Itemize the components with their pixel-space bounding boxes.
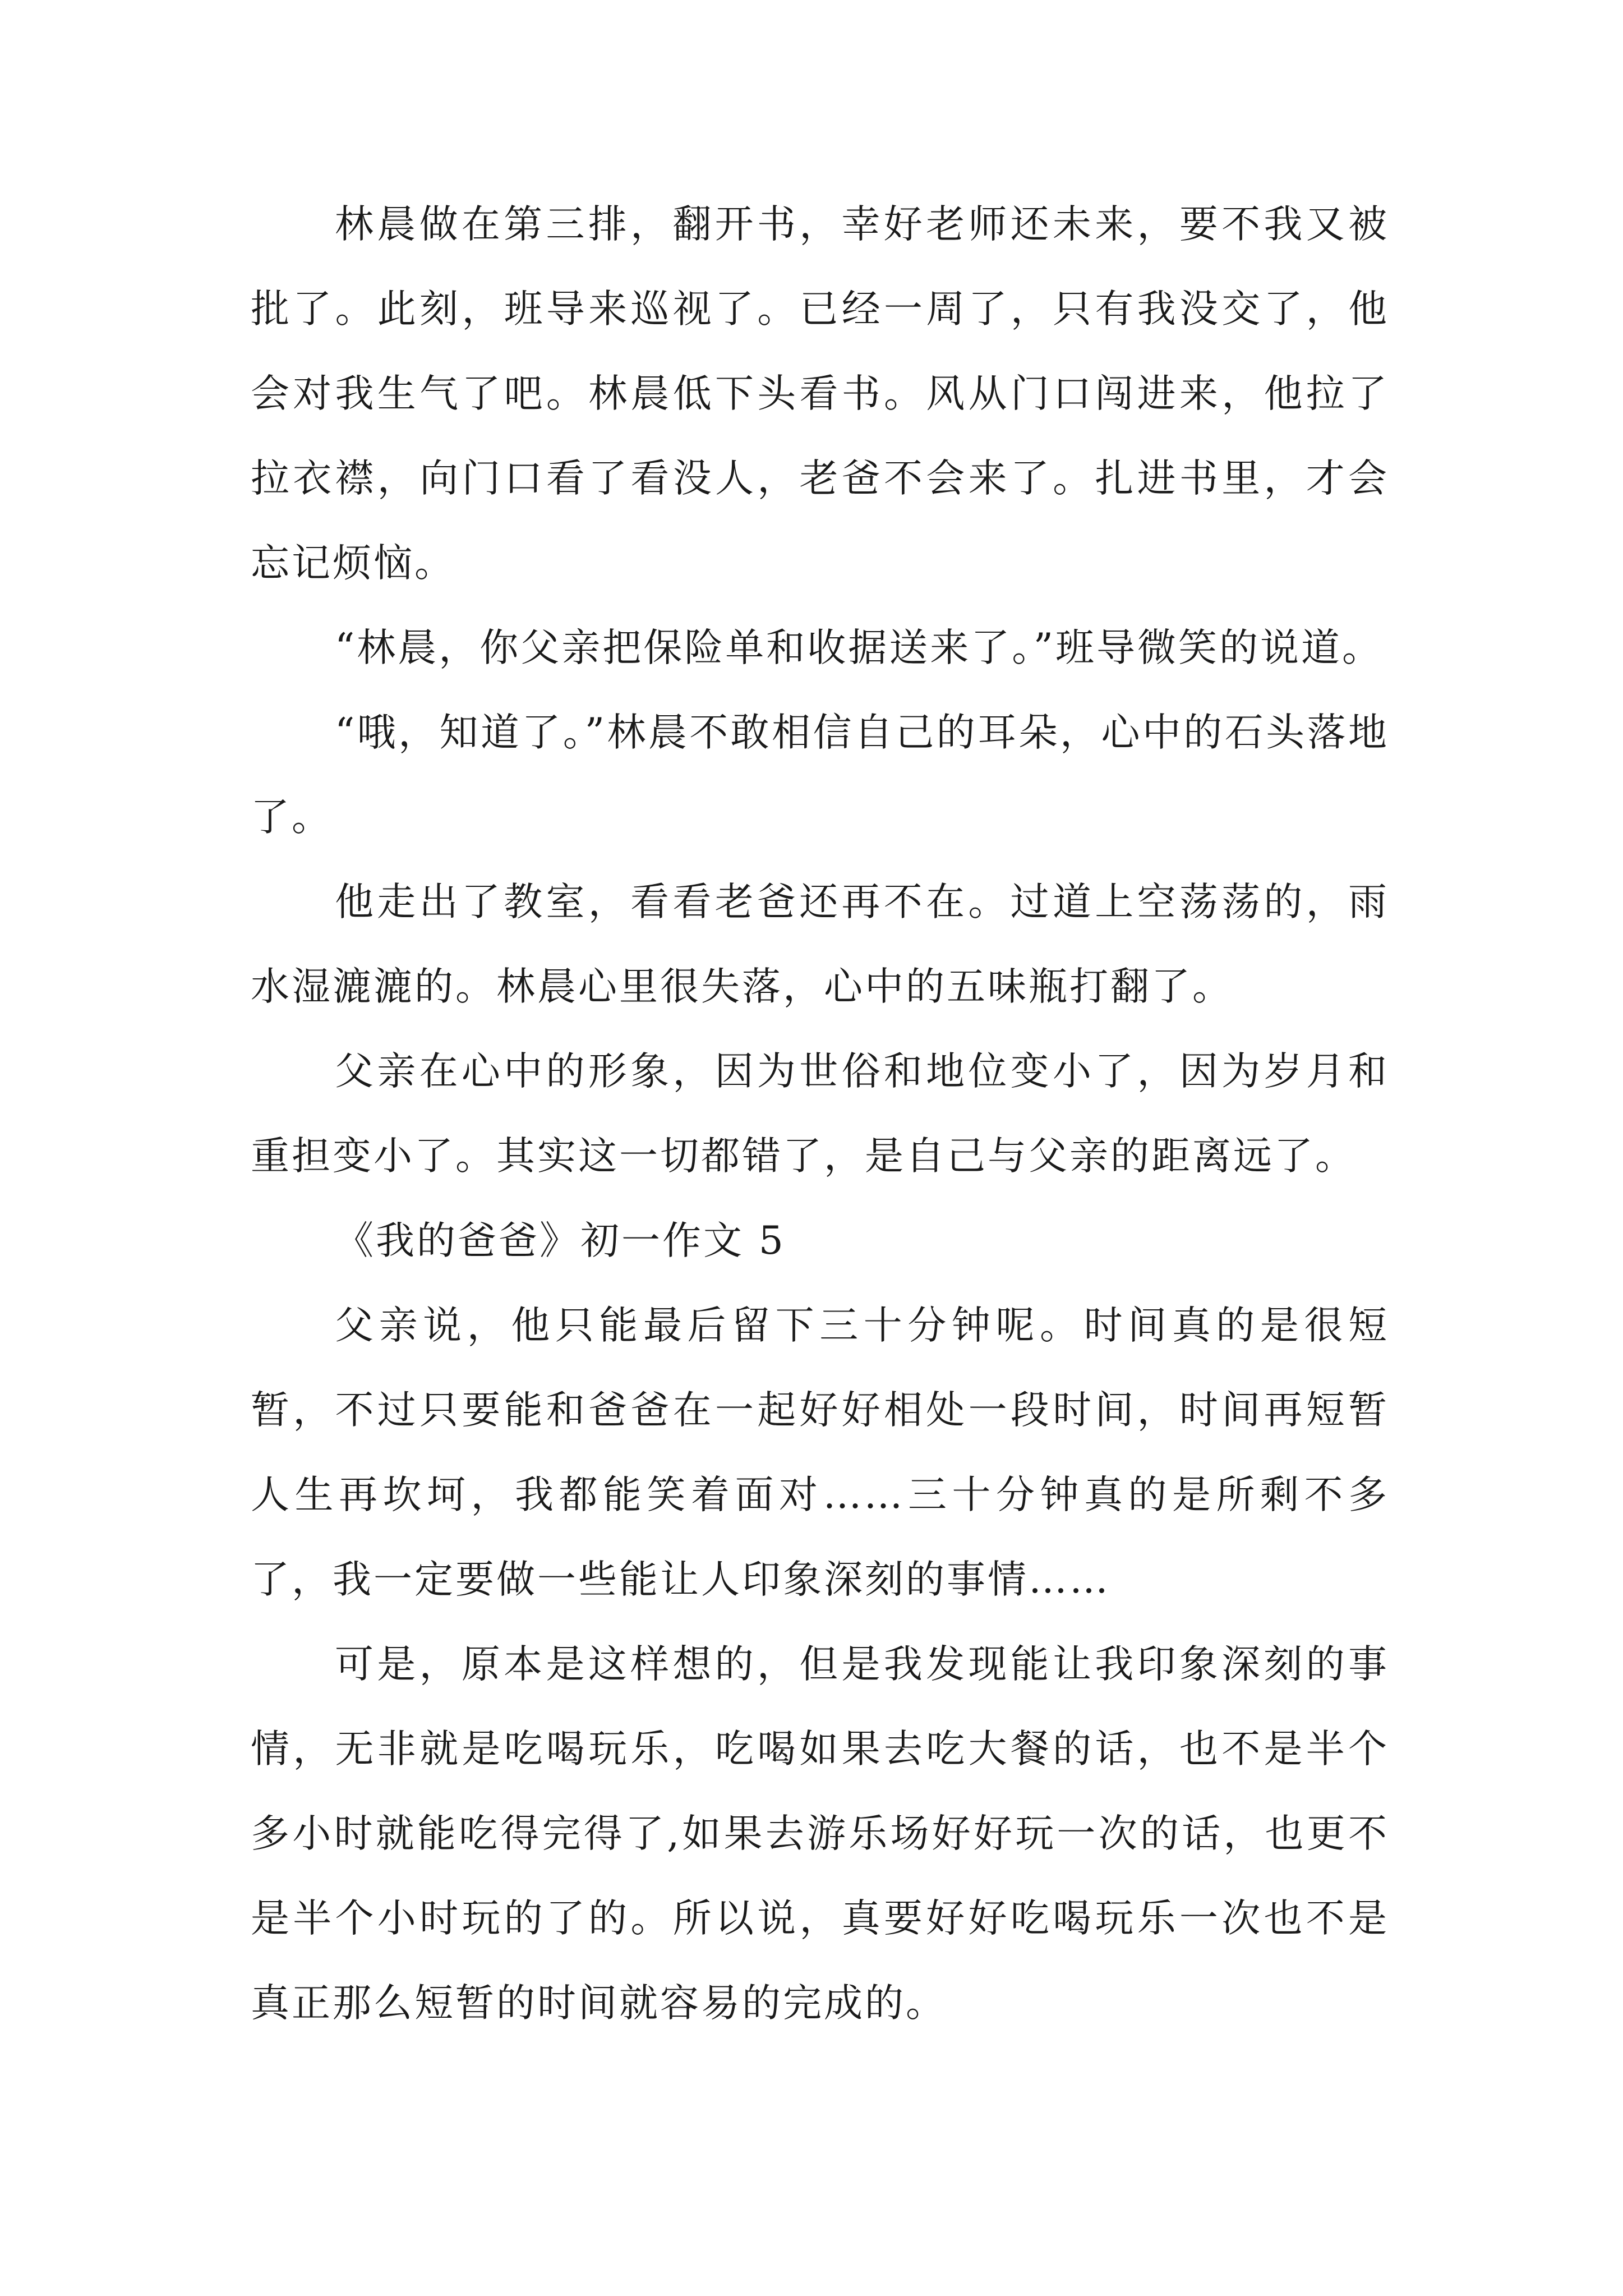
paragraph: 他走出了教室，看看老爸还再不在。过道上空荡荡的，雨水湿漉漉的。林晨心里很失落，心中的五味瓶打翻了。	[251, 880, 1389, 1009]
paragraph: “哦，知道了。”林晨不敢相信自己的耳朵，心中的石头落地了。	[251, 710, 1389, 840]
paragraph: 可是，原本是这样想的，但是我发现能让我印象深刻的事情，无非就是吃喝玩乐，吃喝如果去吃大餐的话，也不是半个多小时就能吃得完得了,如果去游乐场好好玩一次的话，也更不是半个小时玩的了的。所以说，真要好好吃喝玩乐一次也不是真正那么短暂的时间就容易的完成的。	[251, 1642, 1389, 2026]
paragraph: 父亲说，他只能最后留下三十分钟呢。时间真的是很短暂，不过只要能和爸爸在一起好好相处一段时间，时间再短暂人生再坎坷，我都能笑着面对……三十分钟真的是所剩不多了，我一定要做一些能让人印象深刻的事情……	[251, 1303, 1389, 1602]
paragraph: “林晨，你父亲把保险单和收据送来了。”班导微笑的说道。	[335, 625, 1384, 670]
paragraph: 父亲在心中的形象，因为世俗和地位变小了，因为岁月和重担变小了。其实这一切都错了，是自己与父亲的距离远了。	[251, 1049, 1389, 1179]
paragraph: 林晨做在第三排，翻开书，幸好老师还未来，要不我又被批了。此刻，班导来巡视了。已经一周了，只有我没交了，他会对我生气了吧。林晨低下头看书。风从门口闯进来，他拉了拉衣襟，向门口看了看没人，老爸不会来了。扎进书里，才会忘记烦恼。	[251, 202, 1389, 586]
document-body	[251, 182, 1389, 2046]
essay-heading: 《我的爸爸》初一作文 5	[335, 1218, 786, 1263]
